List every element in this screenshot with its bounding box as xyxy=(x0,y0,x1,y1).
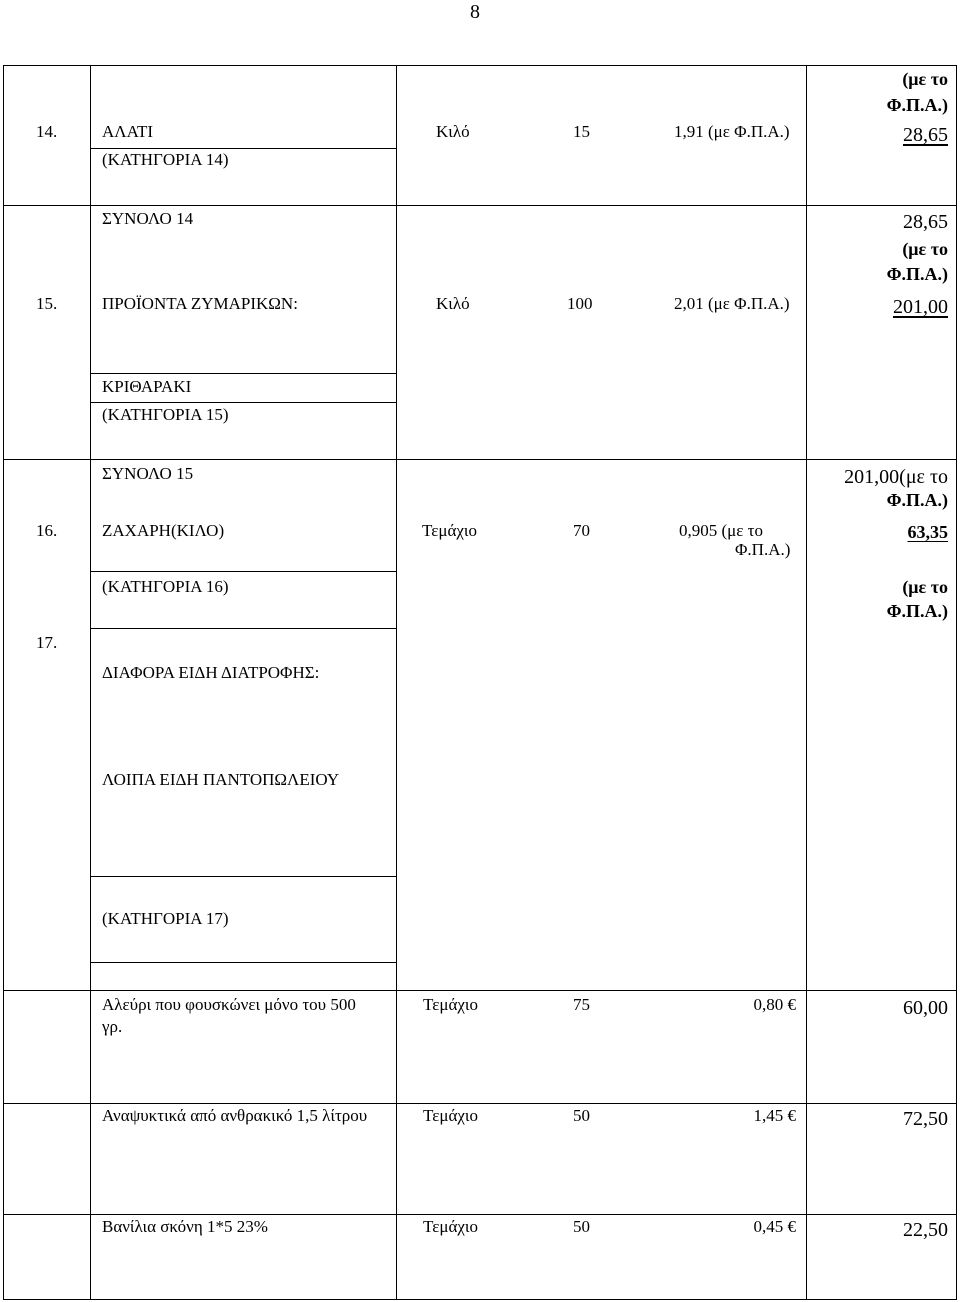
category-17: (ΚΑΤΗΓΟΡΙΑ 17) xyxy=(102,909,229,928)
sum-label-15: ΣΥΝΟΛΟ 15 xyxy=(102,464,194,483)
category-16: (ΚΑΤΗΓΟΡΙΑ 16) xyxy=(102,577,229,596)
item-price-2: 1,45 € xyxy=(753,1106,796,1125)
vat-note-15a: (με το xyxy=(902,239,948,259)
unit-16: Τεμάχιο xyxy=(422,521,477,540)
table-top-border xyxy=(3,65,957,66)
item-qty-3: 50 xyxy=(573,1217,590,1236)
vat-note-14a: (με το xyxy=(902,69,948,89)
table-left-border xyxy=(3,65,4,1300)
table-right-border xyxy=(956,65,957,1300)
row-rule-17 xyxy=(3,990,957,991)
vat-note-16b: Φ.Π.Α.) xyxy=(886,601,948,621)
sum-value-15b: Φ.Π.Α.) xyxy=(886,490,948,510)
row-number-17: 17. xyxy=(36,633,58,652)
item-name-17: ΔΙΑΦΟΡΑ ΕΙΔΗ ΔΙΑΤΡΟΦΗΣ: xyxy=(102,663,320,682)
item-unit-3: Τεμάχιο xyxy=(423,1217,478,1236)
cat14-rule xyxy=(90,148,396,149)
sum-value-15: 201,00(με το xyxy=(844,466,948,488)
cat15-rule xyxy=(90,402,396,403)
item-qty-2: 50 xyxy=(573,1106,590,1125)
item-desc-1a: Αλεύρι που φουσκώνει μόνο του 500 xyxy=(102,995,356,1014)
table-bottom-border xyxy=(3,1299,957,1300)
category-15: (ΚΑΤΗΓΟΡΙΑ 15) xyxy=(102,405,229,424)
sum-label-14: ΣΥΝΟΛΟ 14 xyxy=(102,209,194,228)
total-16: 63,35 xyxy=(907,522,948,542)
price-15: 2,01 (με Φ.Π.Α.) xyxy=(674,294,790,313)
vat-note-14b: Φ.Π.Α.) xyxy=(886,95,948,115)
col-divider-2 xyxy=(396,65,397,1300)
item-15: ΚΡΙΘΑΡΑΚΙ xyxy=(102,377,192,396)
subcategory-17: ΛΟΙΠΑ ΕΙΔΗ ΠΑΝΤΟΠΩΛΕΙΟΥ xyxy=(102,770,340,789)
cat17-rule xyxy=(90,628,396,629)
item-desc-3: Βανίλια σκόνη 1*5 23% xyxy=(102,1217,268,1236)
item-name-16: ΖΑΧΑΡΗ(ΚΙΛΟ) xyxy=(102,521,225,540)
row-rule-14 xyxy=(3,205,957,206)
col-divider-3 xyxy=(806,65,807,1300)
cat16-rule xyxy=(90,571,396,572)
item-total-3: 22,50 xyxy=(903,1219,948,1241)
vat-note-16a: (με το xyxy=(902,577,948,597)
row-number-14: 14. xyxy=(36,122,58,141)
category-14: (ΚΑΤΗΓΟΡΙΑ 14) xyxy=(102,150,229,169)
item-name-14: ΑΛΑΤΙ xyxy=(102,122,154,141)
item-price-3: 0,45 € xyxy=(753,1217,796,1236)
item-unit-2: Τεμάχιο xyxy=(423,1106,478,1125)
item15-rule xyxy=(90,373,396,374)
item-unit-1: Τεμάχιο xyxy=(423,995,478,1014)
price-14: 1,91 (με Φ.Π.Α.) xyxy=(674,122,790,141)
col-divider-1 xyxy=(90,65,91,1300)
cat17b-rule xyxy=(90,962,396,963)
row-number-16: 16. xyxy=(36,521,58,540)
qty-16: 70 xyxy=(573,521,590,540)
unit-15: Κιλό xyxy=(436,294,470,313)
sum-value-14: 28,65 xyxy=(903,211,948,233)
item-total-1: 60,00 xyxy=(903,997,948,1019)
qty-14: 15 xyxy=(573,122,590,141)
price-16a: 0,905 (με το xyxy=(679,521,763,540)
item-desc-2: Αναψυκτικά από ανθρακικό 1,5 λίτρου xyxy=(102,1106,368,1125)
row-rule-item-1 xyxy=(3,1103,957,1104)
vat-note-15b: Φ.Π.Α.) xyxy=(886,264,948,284)
price-16b: Φ.Π.Α.) xyxy=(735,540,791,559)
item-total-2: 72,50 xyxy=(903,1108,948,1130)
page-number: 8 xyxy=(470,1,480,23)
total-15: 201,00 xyxy=(893,296,948,318)
total-14: 28,65 xyxy=(903,124,948,146)
sub17-rule xyxy=(90,876,396,877)
qty-15: 100 xyxy=(567,294,593,313)
row-number-15: 15. xyxy=(36,294,58,313)
item-name-15: ΠΡΟΪΟΝΤΑ ΖΥΜΑΡΙΚΩΝ: xyxy=(102,294,298,313)
row-rule-item-2 xyxy=(3,1214,957,1215)
item-qty-1: 75 xyxy=(573,995,590,1014)
item-price-1: 0,80 € xyxy=(753,995,796,1014)
row-rule-15 xyxy=(3,459,957,460)
unit-14: Κιλό xyxy=(436,122,470,141)
item-desc-1b: γρ. xyxy=(102,1017,123,1036)
